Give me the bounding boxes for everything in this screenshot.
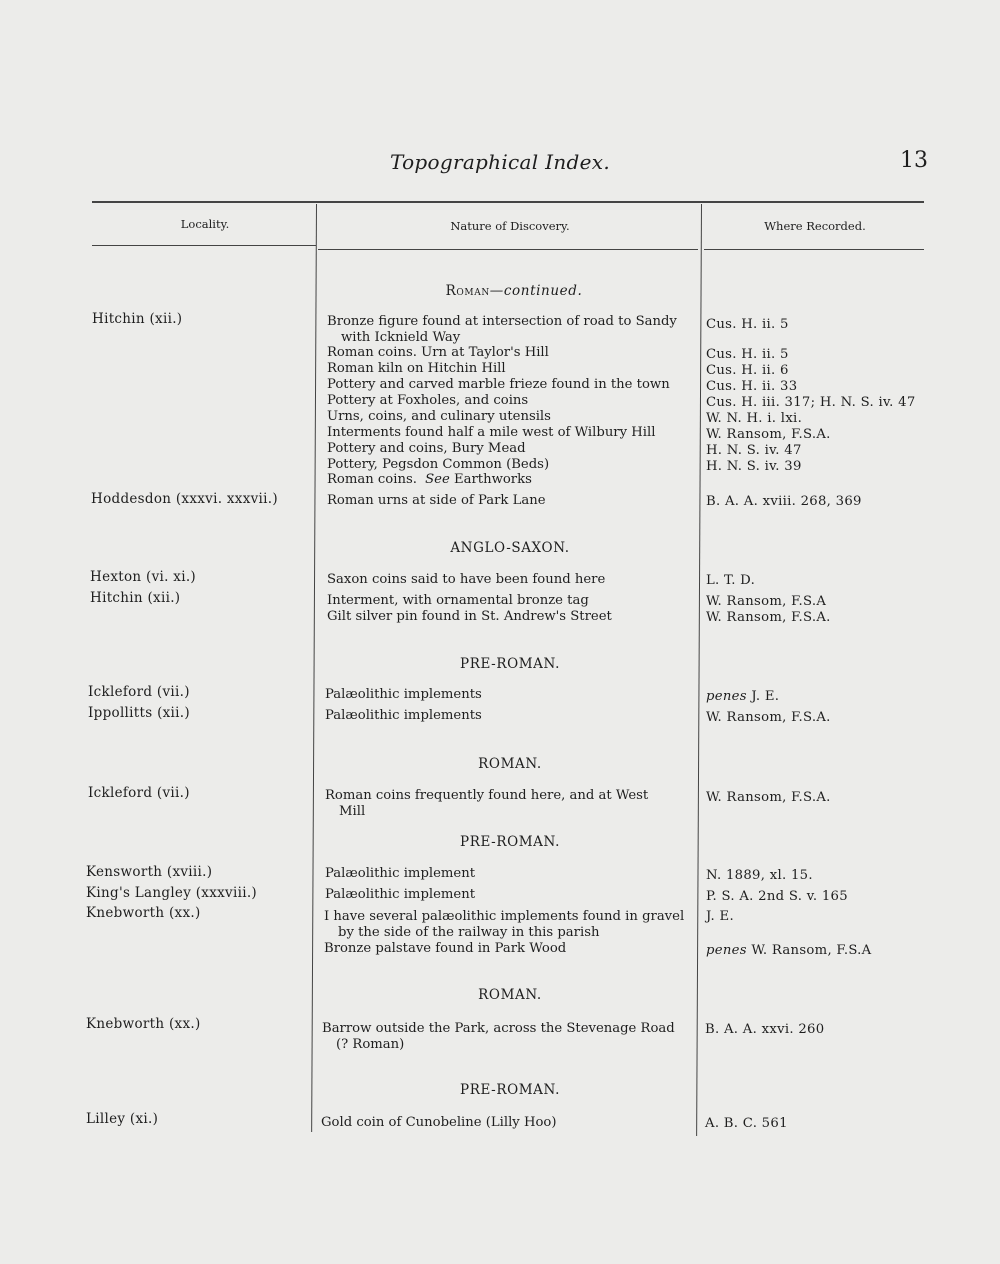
discovery-entry: Saxon coins said to have been found here	[327, 572, 606, 587]
discovery-entry: Interment, with ornamental bronze tag	[327, 593, 589, 608]
record-entry: N. 1889, xl. 15.	[706, 868, 813, 883]
record-entry: Cus. H. ii. 33	[706, 379, 798, 394]
record-entry	[706, 943, 872, 958]
record-entry: B. A. A. xviii. 268, 369	[706, 494, 862, 509]
discovery-line: (? Roman)	[336, 1037, 405, 1052]
record-text: J. E.	[751, 689, 780, 704]
discovery-entry	[327, 472, 532, 488]
locality-entry: King's Langley (xxxviii.)	[86, 885, 257, 901]
section-heading-pre-roman: PRE-ROMAN.	[460, 1082, 560, 1098]
record-entry: A. B. C. 561	[705, 1116, 788, 1131]
discovery-entry: Palæolithic implements	[325, 708, 482, 723]
discovery-line: Mill	[339, 804, 366, 819]
locality-entry: Hoddesdon (xxxvi. xxxvii.)	[91, 491, 278, 507]
record-entry	[706, 689, 779, 704]
record-entry: Cus. H. ii. 5	[706, 347, 789, 362]
locality-entry: Lilley (xi.)	[86, 1111, 159, 1127]
record-entry: L. T. D.	[706, 573, 756, 588]
section-heading-main: Roman	[445, 283, 490, 299]
discovery-entry	[325, 788, 697, 820]
discovery-entry: Roman coins. Urn at Taylor's Hill	[327, 345, 549, 360]
discovery-line: I have several palæolithic implements found in gravel	[324, 909, 685, 924]
discovery-entry: Bronze palstave found in Park Wood	[324, 941, 567, 956]
record-entry: H. N. S. iv. 39	[706, 459, 802, 474]
penes-text: penes	[706, 943, 747, 958]
page-number: 13	[900, 148, 928, 173]
recorded-header-rule	[704, 249, 924, 250]
discovery-line: Bronze figure found at intersection of road to Sandy	[327, 314, 677, 329]
record-entry: P. S. A. 2nd S. v. 165	[706, 889, 848, 904]
discovery-line: Roman coins frequently found here, and at West	[325, 788, 649, 803]
section-heading-roman: ROMAN.	[478, 987, 542, 1003]
record-entry: Cus. H. iii. 317; H. N. S. iv. 47	[706, 395, 916, 410]
discovery-entry: Gilt silver pin found in St. Andrew's Street	[327, 609, 612, 624]
record-entry: W. Ransom, F.S.A.	[706, 427, 831, 442]
record-entry: W. Ransom, F.S.A.	[706, 610, 831, 625]
header-top-rule	[92, 201, 924, 203]
discovery-entry: Pottery at Foxholes, and coins	[327, 393, 529, 408]
discovery-entry: Gold coin of Cunobeline (Lilly Hoo)	[321, 1115, 557, 1130]
discovery-entry: Pottery, Pegsdon Common (Beds)	[327, 457, 550, 472]
discovery-entry: Pottery and coins, Bury Mead	[327, 441, 526, 456]
column-divider-left	[311, 204, 317, 1132]
discovery-text: Earthworks	[453, 472, 532, 487]
nature-header-rule	[318, 249, 698, 250]
section-heading-anglo-saxon: ANGLO-SAXON.	[450, 540, 570, 556]
record-entry: H. N. S. iv. 47	[706, 443, 802, 458]
discovery-entry	[327, 314, 699, 346]
discovery-entry: Palæolithic implements	[325, 687, 482, 702]
discovery-entry: Palæolithic implement	[325, 866, 476, 881]
discovery-entry: Roman urns at side of Park Lane	[327, 493, 546, 508]
locality-entry: Ippollitts (xii.)	[88, 705, 190, 721]
column-header-locality: Locality.	[180, 217, 230, 231]
discovery-entry: Roman kiln on Hitchin Hill	[327, 361, 506, 376]
locality-entry: Hitchin (xii.)	[92, 311, 183, 327]
record-entry: Cus. H. ii. 6	[706, 363, 789, 378]
record-entry: Cus. H. ii. 5	[706, 317, 789, 332]
locality-entry: Knebworth (xx.)	[86, 1016, 201, 1032]
section-heading-pre-roman: PRE-ROMAN.	[460, 656, 560, 672]
locality-entry: Hexton (vi. xi.)	[90, 569, 196, 585]
record-entry: J. E.	[706, 909, 734, 924]
discovery-line: with Icknield Way	[341, 330, 461, 345]
see-reference: See	[425, 472, 450, 487]
discovery-entry	[324, 909, 696, 941]
penes-text: penes	[706, 689, 747, 704]
discovery-entry: Pottery and carved marble frieze found in the town	[327, 377, 670, 392]
discovery-entry: Palæolithic implement	[325, 887, 476, 902]
column-header-nature: Nature of Discovery.	[450, 219, 570, 233]
discovery-line: by the side of the railway in this parish	[338, 925, 600, 940]
record-entry: W. N. H. i. lxi.	[706, 411, 803, 426]
discovery-entry: Interments found half a mile west of Wilbury Hill	[327, 425, 656, 440]
locality-entry: Kensworth (xviii.)	[86, 864, 213, 880]
locality-header-rule	[92, 245, 316, 246]
record-entry: W. Ransom, F.S.A.	[706, 710, 831, 725]
discovery-line: Barrow outside the Park, across the Stevenage Road	[322, 1021, 675, 1036]
running-title: Topographical Index.	[390, 150, 610, 174]
locality-entry: Ickleford (vii.)	[88, 684, 190, 700]
discovery-entry	[322, 1021, 694, 1053]
discovery-entry: Urns, coins, and culinary utensils	[327, 409, 551, 424]
record-text: W. Ransom, F.S.A	[751, 943, 872, 958]
discovery-text: Roman coins.	[327, 472, 417, 487]
section-heading-roman-continued	[322, 283, 706, 299]
section-heading-roman: ROMAN.	[478, 756, 542, 772]
record-entry: W. Ransom, F.S.A.	[706, 790, 831, 805]
record-entry: W. Ransom, F.S.A	[706, 594, 827, 609]
section-heading-pre-roman: PRE-ROMAN.	[460, 834, 560, 850]
column-header-recorded: Where Recorded.	[764, 219, 866, 233]
locality-entry: Hitchin (xii.)	[90, 590, 181, 606]
record-entry: B. A. A. xxvi. 260	[705, 1022, 825, 1037]
locality-entry: Knebworth (xx.)	[86, 905, 201, 921]
section-heading-suffix: —continued.	[489, 283, 583, 299]
locality-entry: Ickleford (vii.)	[88, 785, 190, 801]
